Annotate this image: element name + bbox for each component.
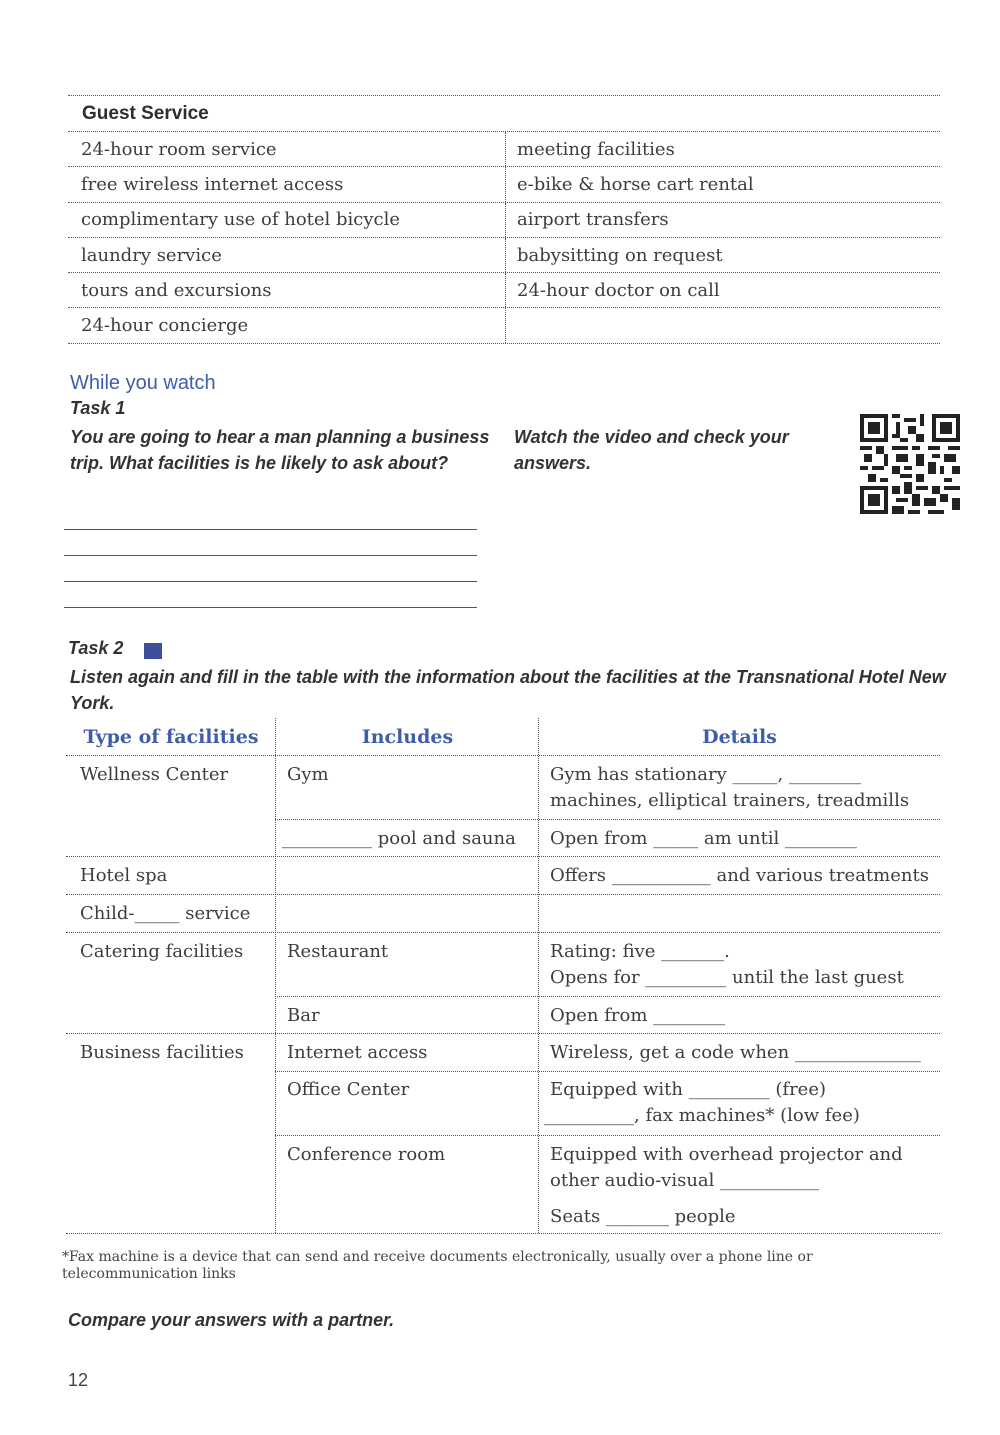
answer-line[interactable]	[64, 581, 477, 582]
facility-include: Conference room	[287, 1144, 446, 1165]
table-row	[68, 167, 940, 202]
task1-label: Task 1	[70, 398, 126, 418]
guest-service-item: free wireless internet access	[81, 173, 344, 195]
task1-instructions: You are going to hear a man planning a business trip. What facilities is he likely to ask about?	[70, 427, 490, 473]
task2-instructions: Listen again and fill in the table with the information about the facilities at the Transnational Hotel New York.	[70, 667, 946, 713]
guest-service-item: laundry service	[81, 244, 222, 266]
guest-service-table	[68, 95, 940, 344]
row-divider	[66, 1233, 940, 1234]
task2-label: Task 2	[68, 638, 124, 658]
table-row	[68, 238, 940, 273]
facility-detail: Equipped with _________ (free)	[550, 1079, 827, 1100]
table-row	[68, 273, 940, 308]
table-row	[68, 203, 940, 238]
guest-service-item: tours and excursions	[81, 279, 272, 301]
answer-line[interactable]	[64, 555, 477, 556]
column-header: Includes	[361, 726, 454, 748]
facility-detail: other audio-visual ___________	[550, 1170, 820, 1191]
guest-service-item: meeting facilities	[505, 132, 940, 166]
guest-service-item: babysitting on request	[505, 238, 940, 272]
qr-code-icon[interactable]	[860, 414, 960, 514]
guest-service-title: Guest Service	[68, 96, 940, 132]
guest-service-item: 24-hour doctor on call	[505, 273, 940, 307]
row-divider	[275, 996, 940, 997]
column-header: Details	[702, 726, 777, 748]
facility-include: Gym	[287, 764, 329, 785]
facility-detail: Opens for _________ until the last guest	[550, 967, 904, 988]
column-divider	[275, 718, 276, 1233]
guest-service-item: complimentary use of hotel bicycle	[81, 209, 401, 231]
facility-type: Business facilities	[80, 1042, 244, 1063]
facility-include: Internet access	[287, 1042, 428, 1063]
watch-instructions: Watch the video and check your answers.	[514, 427, 789, 473]
section-title: While you watch	[70, 372, 216, 394]
table-row	[68, 308, 940, 343]
facility-include: Restaurant	[287, 941, 389, 962]
row-divider	[66, 894, 940, 895]
facility-detail: Open from ________	[550, 1005, 726, 1026]
row-divider	[66, 932, 940, 933]
guest-service-item: 24-hour room service	[81, 138, 277, 160]
column-header: Type of facilities	[83, 726, 259, 748]
guest-service-item: 24-hour concierge	[81, 315, 249, 337]
column-divider	[538, 718, 539, 1233]
facility-detail: Equipped with overhead projector and	[550, 1144, 903, 1165]
facility-type: Child-_____ service	[80, 903, 251, 924]
facility-include: __________ pool and sauna	[282, 828, 516, 849]
row-divider	[275, 1135, 940, 1136]
facility-detail: Open from _____ am until ________	[550, 828, 858, 849]
answer-line[interactable]	[64, 529, 477, 530]
audio-icon[interactable]	[144, 643, 162, 659]
facility-detail: __________, fax machines* (low fee)	[544, 1105, 860, 1126]
facility-detail: Gym has stationary _____, ________	[550, 764, 861, 785]
row-divider	[66, 1033, 940, 1034]
facility-type: Catering facilities	[80, 941, 244, 962]
answer-line[interactable]	[64, 607, 477, 608]
facility-detail: Seats _______ people	[550, 1206, 736, 1227]
row-divider	[275, 1071, 940, 1072]
facility-detail: machines, elliptical trainers, treadmills	[550, 790, 910, 811]
table-row	[68, 132, 940, 167]
guest-service-item: airport transfers	[505, 203, 940, 237]
facility-type: Wellness Center	[80, 764, 229, 785]
row-divider	[66, 755, 940, 756]
facility-type: Hotel spa	[80, 865, 168, 886]
row-divider	[275, 819, 940, 820]
row-divider	[66, 856, 940, 857]
page-number: 12	[68, 1370, 89, 1390]
facility-detail: Wireless, get a code when ______________	[550, 1042, 921, 1063]
facility-detail: Offers ___________ and various treatments	[550, 865, 929, 886]
guest-service-item: e-bike & horse cart rental	[505, 167, 940, 201]
guest-service-item	[505, 308, 940, 342]
facility-detail: Rating: five _______.	[550, 941, 730, 962]
facility-include: Office Center	[287, 1079, 410, 1100]
closing-instruction: Compare your answers with a partner.	[68, 1310, 395, 1330]
footnote: *Fax machine is a device that can send and receive documents electronically, usually over a phone line or telecommunication links	[62, 1249, 813, 1282]
facility-include: Bar	[287, 1005, 320, 1026]
